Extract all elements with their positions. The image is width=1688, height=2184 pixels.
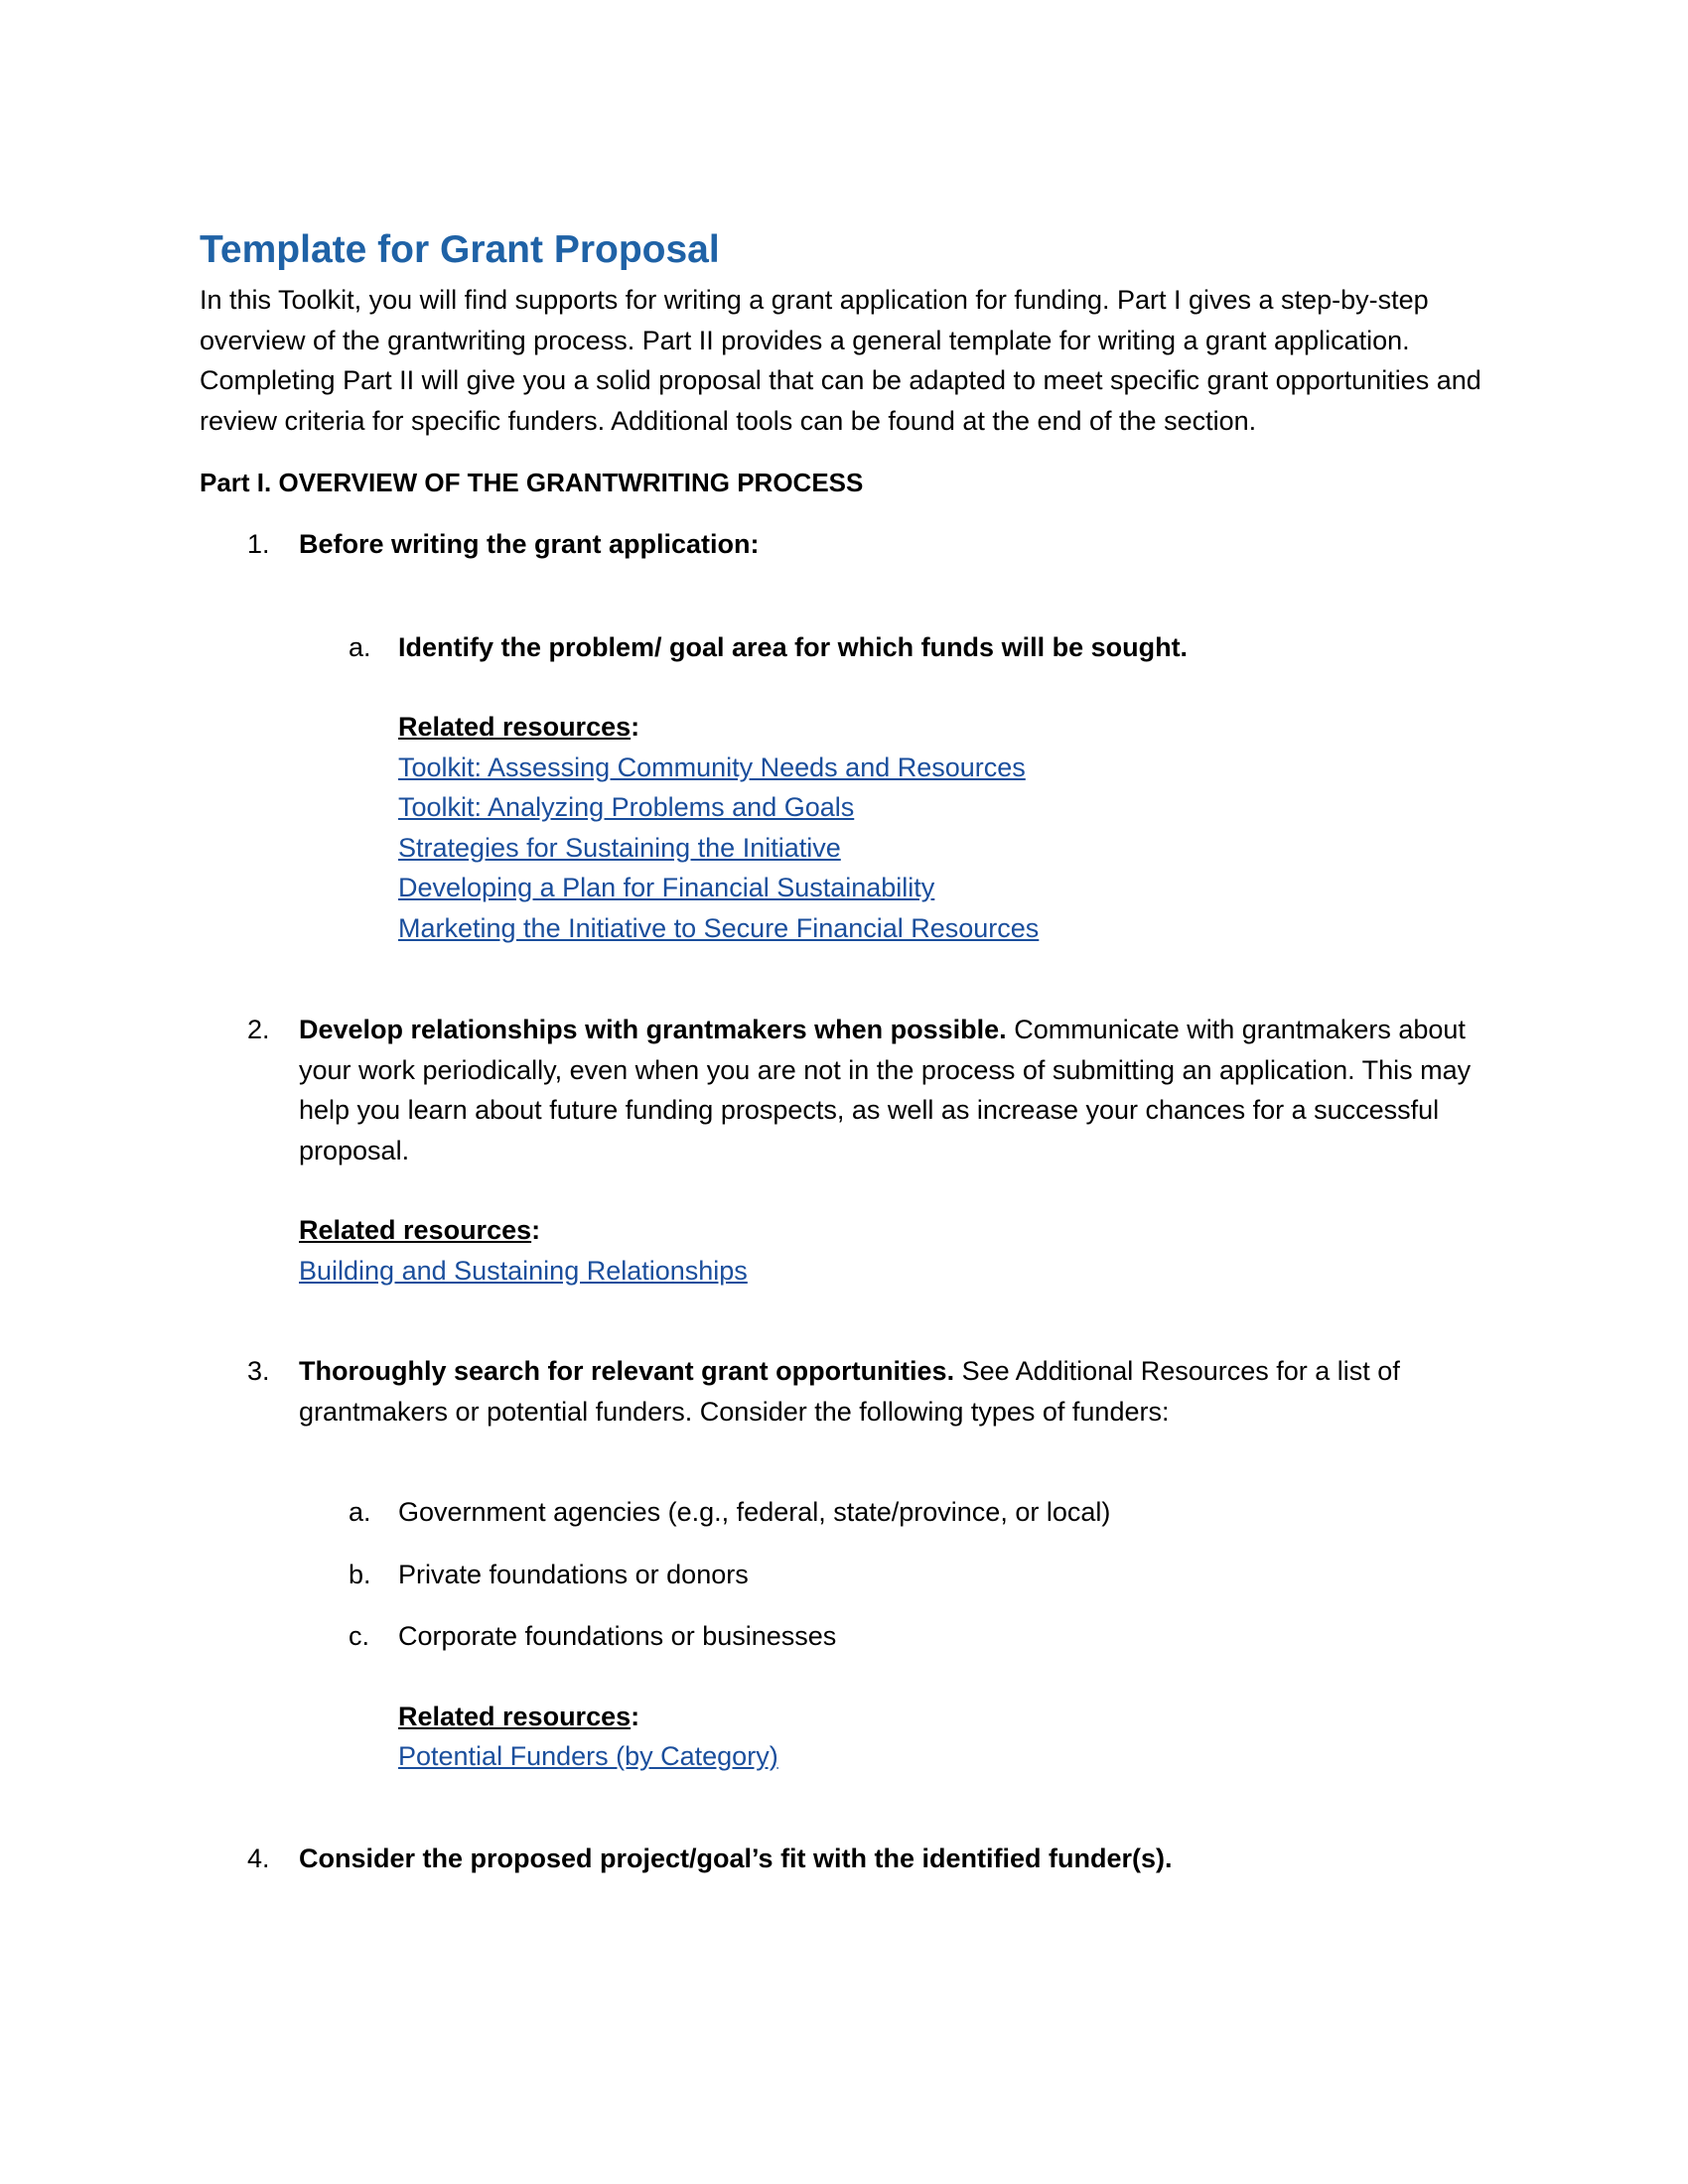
document-title: Template for Grant Proposal xyxy=(200,228,720,271)
substep-text: Corporate foundations or businesses xyxy=(398,1621,837,1651)
step-number: 1. xyxy=(247,529,270,559)
step-3-substeps xyxy=(200,1492,1490,1777)
related-resources-colon: : xyxy=(631,1701,640,1731)
related-resources-2 xyxy=(299,1210,1490,1291)
step-3 xyxy=(200,1351,1490,1432)
document-page xyxy=(200,226,1490,1878)
related-resources-label: Related resources xyxy=(299,1215,532,1245)
resource-link[interactable]: Toolkit: Analyzing Problems and Goals xyxy=(398,792,855,822)
related-resources-colon: : xyxy=(531,1215,541,1245)
step-body: Communicate with grantmakers about your work periodically, even when you are not in the process of submitting an application. This may help you learn about future funding prospects, as well as increase your chances for a successful proposal. xyxy=(299,1015,1472,1165)
step-1-substeps xyxy=(200,627,1490,949)
substep-3a xyxy=(299,1492,1490,1533)
related-resources-label: Related resources xyxy=(398,712,632,742)
substep-3b xyxy=(299,1555,1490,1595)
substep-1a xyxy=(299,627,1490,668)
step-heading: Before writing the grant application: xyxy=(299,529,760,559)
resource-link[interactable]: Marketing the Initiative to Secure Financial Resources xyxy=(398,912,1040,943)
step-heading: Consider the proposed project/goal’s fit with the identified funder(s). xyxy=(299,1843,1173,1873)
substep-letter: c. xyxy=(349,1621,370,1651)
substep-3c xyxy=(299,1616,1490,1657)
substep-letter: a. xyxy=(349,1497,371,1527)
substep-text: Private foundations or donors xyxy=(398,1559,749,1589)
step-2 xyxy=(200,1010,1490,1291)
resource-link[interactable]: Developing a Plan for Financial Sustainability xyxy=(398,873,935,902)
resource-link[interactable]: Toolkit: Assessing Community Needs and Resources xyxy=(398,751,1026,782)
related-resources-label: Related resources xyxy=(398,1701,632,1731)
intro-paragraph: In this Toolkit, you will find supports for writing a grant application for funding. Part I gives a step-by-step overview of the grantwriting process. Part II provides a general template for writing a grant application. Completing Part II will give you a solid proposal that can be adapted to meet specific grant opportunities and review criteria for specific funders. Additional tools can be found at the end of the section. xyxy=(200,285,1481,436)
substep-text: Government agencies (e.g., federal, state/province, or local) xyxy=(398,1497,1111,1527)
step-heading: Thoroughly search for relevant grant opportunities. xyxy=(299,1356,955,1386)
substep-letter: a. xyxy=(349,631,371,662)
substep-letter: b. xyxy=(349,1559,371,1589)
step-number: 3. xyxy=(247,1356,270,1386)
related-resources-colon: : xyxy=(631,712,640,742)
resource-link[interactable]: Building and Sustaining Relationships xyxy=(299,1255,748,1286)
related-resources-3 xyxy=(299,1697,1490,1777)
step-4 xyxy=(200,1839,1490,1879)
step-1 xyxy=(200,524,1490,565)
step-body: See Additional Resources for a list of grantmakers or potential funders. Consider the following types of funders: xyxy=(299,1356,1400,1427)
resource-link[interactable]: Potential Funders (by Category) xyxy=(398,1741,778,1771)
substep-text: Identify the problem/ goal area for which funds will be sought. xyxy=(398,631,1189,662)
resource-link[interactable]: Strategies for Sustaining the Initiative xyxy=(398,832,841,863)
step-number: 2. xyxy=(247,1015,270,1044)
related-resources-1a xyxy=(299,707,1490,948)
step-number: 4. xyxy=(247,1843,270,1873)
step-heading: Develop relationships with grantmakers when possible. xyxy=(299,1015,1007,1044)
part1-heading: Part I. OVERVIEW OF THE GRANTWRITING PROCESS xyxy=(200,468,864,497)
